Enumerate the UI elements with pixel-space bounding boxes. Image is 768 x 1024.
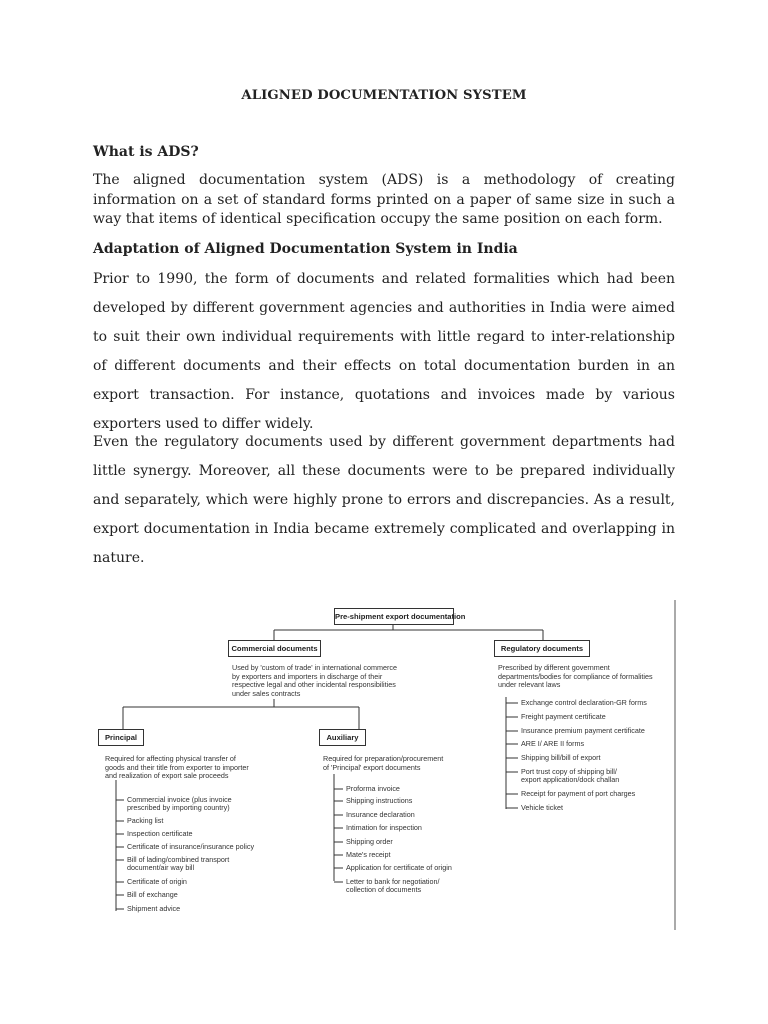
page-title: ALIGNED DOCUMENTATION SYSTEM — [241, 88, 527, 103]
description-line: of 'Principal' export documents — [323, 762, 421, 772]
list-item: export application/dock challan — [521, 775, 620, 784]
list-item: Letter to bank for negotiation/ — [346, 877, 440, 886]
regulatory-documents-list — [521, 697, 671, 817]
list-item: prescribed by importing country) — [127, 803, 230, 812]
description-line: Required for affecting physical transfer of — [105, 754, 236, 763]
list-item: Bill of exchange — [127, 890, 178, 899]
description-line: Required for preparation/procurement — [323, 754, 444, 763]
list-item: Insurance declaration — [346, 810, 415, 819]
commercial-documents-description — [232, 664, 432, 698]
list-item: Shipping bill/bill of export — [521, 753, 601, 762]
list-item: Insurance premium payment certificate — [521, 726, 645, 735]
what-is-ads-heading: What is ADS? — [93, 144, 199, 160]
list-item: Application for certificate of origin — [346, 863, 452, 872]
list-item: Inspection certificate — [127, 829, 193, 838]
auxiliary-box: Auxiliary — [319, 729, 366, 746]
list-item: Certificate of origin — [127, 877, 187, 886]
list-item: Certificate of insurance/insurance policy — [127, 842, 255, 851]
list-item: Intimation for inspection — [346, 823, 422, 832]
description-line: under sales contracts — [232, 688, 301, 698]
description-line: Prescribed by different government — [498, 663, 610, 672]
list-item: Exchange control declaration-GR forms — [521, 698, 647, 707]
auxiliary-documents-list — [346, 785, 506, 895]
regulatory-documents-description — [498, 664, 678, 690]
regulatory-documents-box: Regulatory documents — [494, 640, 590, 657]
list-item: Port trust copy of shipping bill/ — [521, 767, 617, 776]
description-line: respective legal and other incidental responsibilities — [232, 680, 396, 690]
principal-documents-list — [127, 793, 302, 918]
list-item: Packing list — [127, 816, 164, 825]
description-line: by exporters and importers in discharge of their — [232, 671, 383, 681]
list-item: Receipt for payment of port charges — [521, 789, 636, 798]
list-item: Shipping instructions — [346, 796, 413, 805]
commercial-documents-box: Commercial documents — [228, 640, 321, 657]
description-line: under relevant laws — [498, 680, 561, 690]
auxiliary-description — [323, 755, 483, 772]
root-box-pre-shipment: Pre-shipment export documentation — [334, 608, 454, 625]
description-line: departments/bodies for compliance of formalities — [498, 671, 653, 681]
documentation-tree-diagram — [93, 600, 680, 930]
what-is-ads-paragraph: The aligned documentation system (ADS) is a methodology of creating information on a set of standard forms printed on a paper of same size in such a way that items of identical specification occupy the same position on each form. — [93, 172, 675, 227]
list-item: Proforma invoice — [346, 784, 400, 793]
description-line: Used by 'custom of trade' in international commerce — [232, 663, 397, 672]
list-item: Mate's receipt — [346, 850, 391, 859]
adaptation-paragraph-1: Prior to 1990, the form of documents and related formalities which had been developed by different government agencies and authorities in India were aimed to suit their own individual requirements with little regard to inter-relationship of different documents and their effects on total documentation burden in an export transaction. For instance, quotations and invoices made by various exporters used to differ widely. — [93, 271, 675, 432]
list-item: Vehicle ticket — [521, 803, 563, 812]
list-item: collection of documents — [346, 885, 422, 894]
adaptation-paragraph-2: Even the regulatory documents used by different government departments had little synergy. Moreover, all these documents were to be prepared individually and separately, which were highly prone to errors and discrepancies. As a result, export documentation in India became extremely complicated and overlapping in nature. — [93, 434, 675, 566]
description-line: goods and their title from exporter to importer — [105, 762, 249, 772]
list-item: Bill of lading/combined transport — [127, 855, 230, 864]
adaptation-heading: Adaptation of Aligned Documentation System in India — [93, 241, 518, 257]
list-item: Shipment advice — [127, 904, 181, 913]
list-item: ARE I/ ARE II forms — [521, 739, 585, 748]
list-item: Freight payment certificate — [521, 712, 606, 721]
principal-box: Principal — [98, 729, 144, 746]
list-item: Commercial invoice (plus invoice — [127, 795, 232, 804]
principal-description — [105, 755, 305, 781]
list-item: Shipping order — [346, 837, 393, 846]
list-item: document/air way bill — [127, 863, 195, 872]
description-line: and realization of export sale proceeds — [105, 771, 229, 781]
